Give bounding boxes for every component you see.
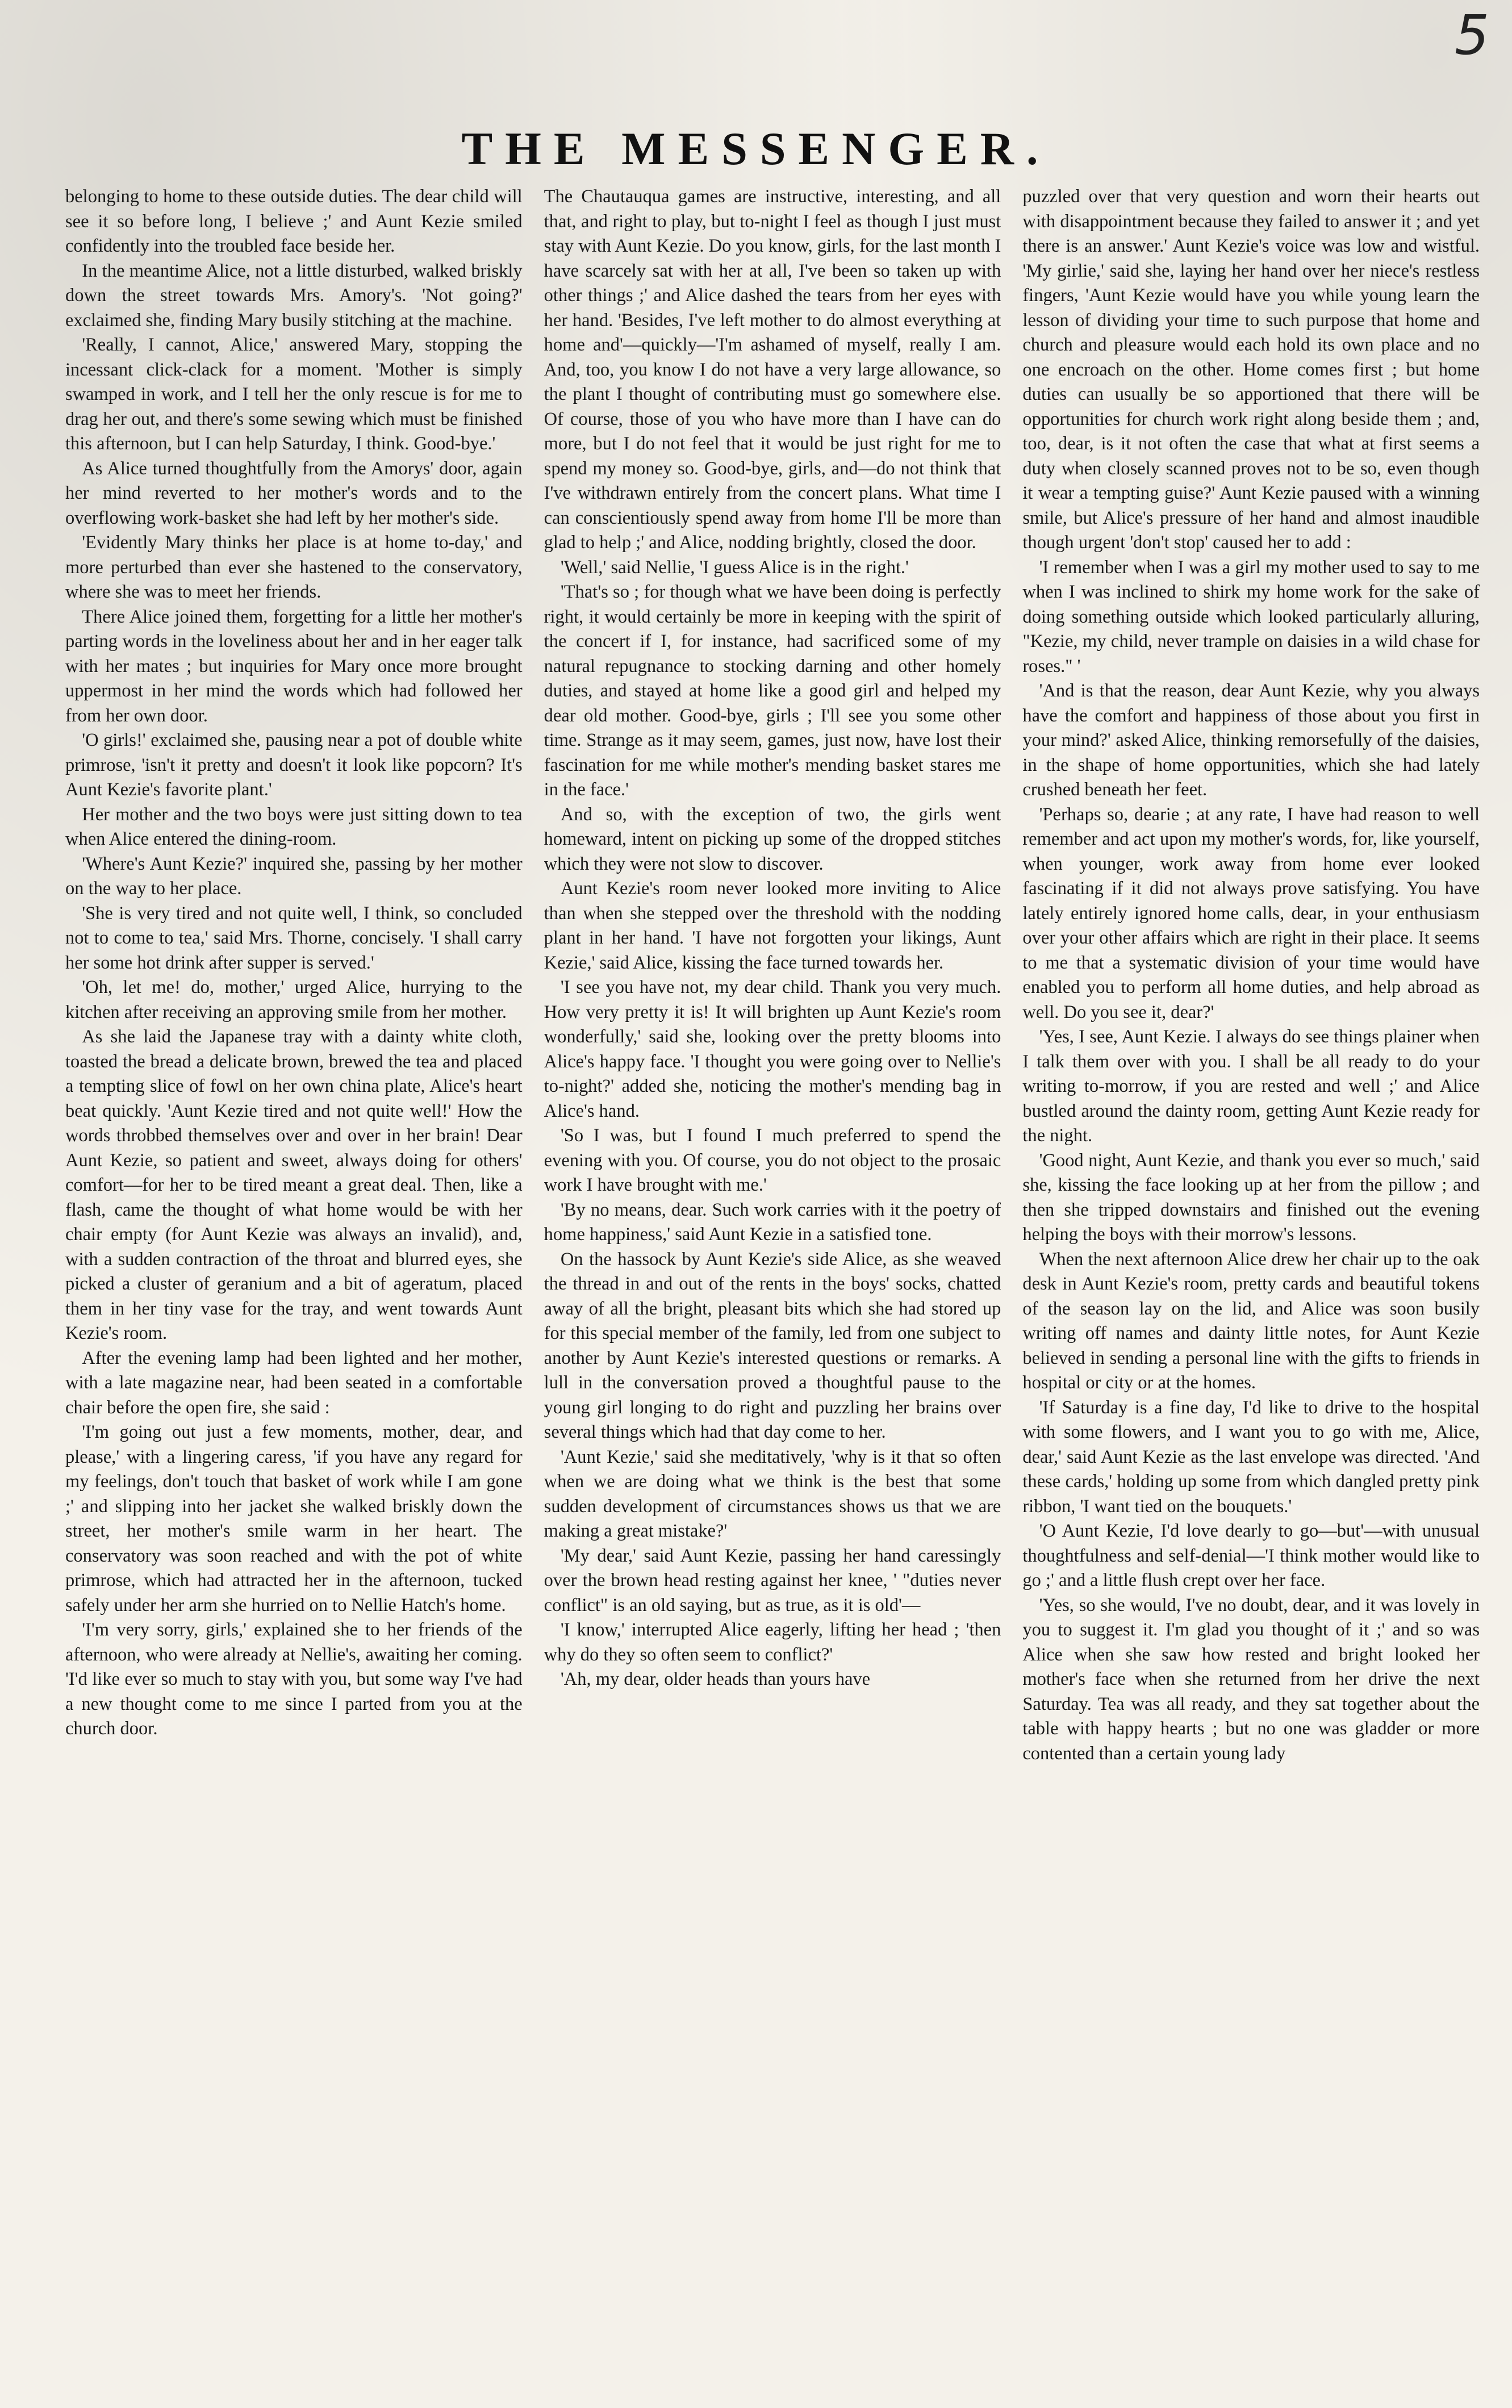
article-paragraph: The Chautauqua games are instructive, interesting, and all that, and right to play, but to-night I feel as though I just must stay with Aunt Kezie. Do you know, girls, for the last month I have scarcely sat with her at all, I've been so taken up with other things ;' and Alice dashed the tears from her eyes with her hand. 'Besides, I've left mother to do almost everything at home and'—quickly—'I'm ashamed of myself, really I am. And, too, you know I do not have a very large allowance, so the plant I thought of contributing must go somewhere else. Of course, those of you who have more than I have can do more, but I do not feel that it would be just right for me to spend my money so. Good-bye, girls, and—do not think that I've withdrawn entirely from the concert plans. What time I can conscientiously spend away from home I'll be more than glad to help ;' and Alice, nodding brightly, closed the door.: [544, 186, 1001, 553]
article-paragraph: 'Aunt Kezie,' said she meditatively, 'why is it that so often when we are doing what we think is the best that some sudden development of circumstances shows us that we are making a great mistake?': [544, 1446, 1001, 1541]
article-paragraph: 'O Aunt Kezie, I'd love dearly to go—but'—with unusual thoughtfulness and self-denial—'I think mother would like to go ;' and a little flush crept over her face.: [1022, 1521, 1480, 1591]
article-paragraph: As Alice turned thoughtfully from the Amorys' door, again her mind reverted to her mother's words and to the overflowing work-basket she had left by her mother's side.: [65, 458, 523, 528]
article-paragraph: 'Good night, Aunt Kezie, and thank you ever so much,' said she, kissing the face looking up at her from the pillow ; and then she tripped downstairs and finished out the evening helping the boys with their morrow's lessons.: [1022, 1150, 1480, 1245]
article-columns: [65, 185, 1480, 2389]
article-paragraph: 'Ah, my dear, older heads than yours have: [560, 1669, 871, 1689]
article-paragraph: After the evening lamp had been lighted and her mother, with a late magazine near, had been seated in a comfortable chair before the open fire, she said :: [65, 1347, 523, 1418]
article-paragraph: 'I remember when I was a girl my mother used to say to me when I was inclined to shirk my home work for the sake of doing something outside which looked particularly alluring, "Kezie, my child, never trample on daisies in a wild chase for roses." ': [1022, 557, 1480, 677]
article-paragraph: 'Yes, so she would, I've no doubt, dear, and it was lovely in you to suggest it. I'm glad you thought of it ;' and so was Alice when she saw how rested and bright looked her mother's face when she returned from her drive the next Saturday. Tea was all ready, and they sat together about the table with happy hearts ; but no one was gladder or more contented than a certain young lady: [1022, 1595, 1480, 1764]
article-paragraph: 'O girls!' exclaimed she, pausing near a pot of double white primrose, 'isn't it pretty and doesn't it look like popcorn? It's Aunt Kezie's favorite plant.': [65, 730, 523, 800]
article-paragraph: 'My dear,' said Aunt Kezie, passing her hand caressingly over the brown head resting against her knee, ' "duties never conflict" is an old saying, but as true, as it is old'—: [544, 1545, 1001, 1616]
page-number: 5: [1454, 3, 1489, 67]
column-1: [65, 185, 523, 2389]
article-paragraph: belonging to home to these outside duties. The dear child will see it so before long, I believe ;' and Aunt Kezie smiled confidently into the troubled face beside her.: [65, 186, 523, 256]
article-paragraph: 'I'm going out just a few moments, mother, dear, and please,' with a lingering caress, 'if you have any regard for my feelings, don't touch that basket of work while I am gone ;' and slipping into her jacket she walked briskly down the street, her mother's smile warm in her heart. The conservatory was soon reached and with the pot of white primrose, which had attracted her in the afternoon, tucked safely under her arm she hurried on to Nellie Hatch's home.: [65, 1422, 523, 1616]
article-paragraph: 'And is that the reason, dear Aunt Kezie, why you always have the comfort and happiness of those about you first in your mind?' asked Alice, thinking remorsefully of the daisies, in the shape of home opportunities, which she had lately crushed beneath her feet.: [1022, 681, 1480, 800]
article-paragraph: 'Well,' said Nellie, 'I guess Alice is in the right.': [560, 557, 909, 578]
article-paragraph: puzzled over that very question and worn their hearts out with disappointment because they failed to answer it ; and yet there is an answer.' Aunt Kezie's voice was low and wistful. 'My girlie,' said she, laying her hand over her niece's restless fingers, 'Aunt Kezie would have you while young learn the lesson of dividing your time to such purpose that home and church and pleasure would each hold its own place and no one encroach on the other. Home comes first ; but home duties can usually be so apportioned that there will be opportunities for church work right along beside them ; and, too, dear, is it not often the case that what at first seems a duty when closely scanned proves not to be so, even though it wear a tempting guise?' Aunt Kezie paused with a winning smile, but Alice's pressure of her hand and almost inaudible though urgent 'don't stop' caused her to add :: [1022, 186, 1480, 553]
article-paragraph: 'By no means, dear. Such work carries with it the poetry of home happiness,' said Aunt Kezie in a satisfied tone.: [544, 1199, 1001, 1245]
article-paragraph: Her mother and the two boys were just sitting down to tea when Alice entered the dining-room.: [65, 804, 523, 849]
column-2: [544, 185, 1001, 2389]
article-paragraph: On the hassock by Aunt Kezie's side Alice, as she weaved the thread in and out of the rents in the boys' socks, chatted away of all the bright, pleasant bits which she had stored up for this special member of the family, led from one subject to another by Aunt Kezie's interested questions or remarks. A lull in the conversation proved a thoughtful pause to the young girl longing to do right and puzzling her brains over several things which had that day come to her.: [544, 1249, 1001, 1442]
article-paragraph: In the meantime Alice, not a little disturbed, walked briskly down the street towards Mrs. Amory's. 'Not going?' exclaimed she, finding Mary busily stitching at the machine.: [65, 260, 523, 331]
article-paragraph: 'Where's Aunt Kezie?' inquired she, passing by her mother on the way to her place.: [65, 853, 523, 899]
article-paragraph: 'I know,' interrupted Alice eagerly, lifting her head ; 'then why do they so often seem to conflict?': [544, 1620, 1001, 1665]
article-paragraph: 'Perhaps so, dearie ; at any rate, I have had reason to well remember and act upon my mother's words, for, like yourself, when younger, work away from home ever looked fascinating if it did not always prove satisfying. You have lately entirely ignored home calls, dear, in your enthusiasm over your other affairs which are right in their place. It seems to me that a systematic division of your time would have enabled you to perform all home duties, and help abroad as well. Do you see it, dear?': [1022, 804, 1480, 1023]
article-paragraph: 'Oh, let me! do, mother,' urged Alice, hurrying to the kitchen after receiving an approving smile from her mother.: [65, 977, 523, 1023]
article-paragraph: 'So I was, but I found I much preferred to spend the evening with you. Of course, you do not object to the prosaic work I have brought with me.': [544, 1125, 1001, 1195]
article-paragraph: 'I see you have not, my dear child. Thank you very much. How very pretty it is! It will brighten up Aunt Kezie's room wonderfully,' said she, looking over the pretty blooms into Alice's happy face. 'I thought you were going over to Nellie's to-night?' added she, noticing the mother's mending bag in Alice's hand.: [544, 977, 1001, 1121]
masthead-title: THE MESSENGER.: [461, 123, 1051, 174]
article-paragraph: 'Yes, I see, Aunt Kezie. I always do see things plainer when I talk them over with you. I shall be all ready to do your writing to-morrow, if you are rested and well ;' and Alice bustled around the dainty room, getting Aunt Kezie ready for the night.: [1022, 1026, 1480, 1146]
article-paragraph: 'If Saturday is a fine day, I'd like to drive to the hospital with some flowers, and I want you to go with me, Alice, dear,' said Aunt Kezie as the last envelope was directed. 'And these cards,' holding up some from which dangled pretty pink ribbon, 'I want tied on the bouquets.': [1022, 1397, 1480, 1517]
article-paragraph: 'Evidently Mary thinks her place is at home to-day,' and more perturbed than ever she hastened to the conservatory, where she was to meet her friends.: [65, 532, 523, 602]
column-3: [1022, 185, 1480, 2389]
article-paragraph: 'That's so ; for though what we have been doing is perfectly right, it would certainly be more in keeping with the spirit of the concert if I, for instance, had sacrificed some of my natural repugnance to stocking darning and other homely duties, and stayed at home like a good girl and helped my dear old mother. Good-bye, girls ; I'll see you some other time. Strange as it may seem, games, just now, have lost their fascination for me while mother's mending basket stares me in the face.': [544, 582, 1001, 800]
article-paragraph: When the next afternoon Alice drew her chair up to the oak desk in Aunt Kezie's room, pretty cards and beautiful tokens of the season lay on the lid, and Alice was soon busily writing off names and dainty little notes, for Aunt Kezie believed in sending a personal line with the gifts to friends in hospital or city or at the homes.: [1022, 1249, 1480, 1393]
article-paragraph: Aunt Kezie's room never looked more inviting to Alice than when she stepped over the threshold with the nodding plant in her hand. 'I have not forgotten your likings, Aunt Kezie,' said Alice, kissing the face turned towards her.: [544, 878, 1001, 973]
article-paragraph: And so, with the exception of two, the girls went homeward, intent on picking up some of the dropped stitches which they were not slow to discover.: [544, 804, 1001, 874]
article-paragraph: 'Really, I cannot, Alice,' answered Mary, stopping the incessant click-clack for a moment. 'Mother is simply swamped in work, and I tell her the only rescue is for me to drag her out, and there's some sewing which must be finished this afternoon, but I can help Saturday, I think. Good-bye.': [65, 335, 523, 454]
article-paragraph: 'I'm very sorry, girls,' explained she to her friends of the afternoon, who were already at Nellie's, awaiting her coming. 'I'd like ever so much to stay with you, but some way I've had a new thought come to me since I parted from you at the church door.: [65, 1620, 523, 1739]
article-paragraph: There Alice joined them, forgetting for a little her mother's parting words in the loveliness about her and in her eager talk with her mates ; but inquiries for Mary once more brought uppermost in her mind the words which had followed her from her own door.: [65, 606, 523, 726]
article-paragraph: As she laid the Japanese tray with a dainty white cloth, toasted the bread a delicate brown, brewed the tea and placed a tempting slice of fowl on her own china plate, Alice's heart beat quickly. 'Aunt Kezie tired and not quite well!' How the words throbbed themselves over and over in her brain! Dear Aunt Kezie, so patient and sweet, always doing for others' comfort—for her to be tired meant a great deal. Then, like a flash, came the thought of what home would be with her chair empty (for Aunt Kezie was always an invalid), and, with a sudden contraction of the throat and blurred eyes, she picked a cluster of geranium and a bit of ageratum, placed them in her tiny vase for the tray, and went towards Aunt Kezie's room.: [65, 1026, 523, 1343]
article-paragraph: 'She is very tired and not quite well, I think, so concluded not to come to tea,' said Mrs. Thorne, concisely. 'I shall carry her some hot drink after supper is served.': [65, 903, 523, 973]
